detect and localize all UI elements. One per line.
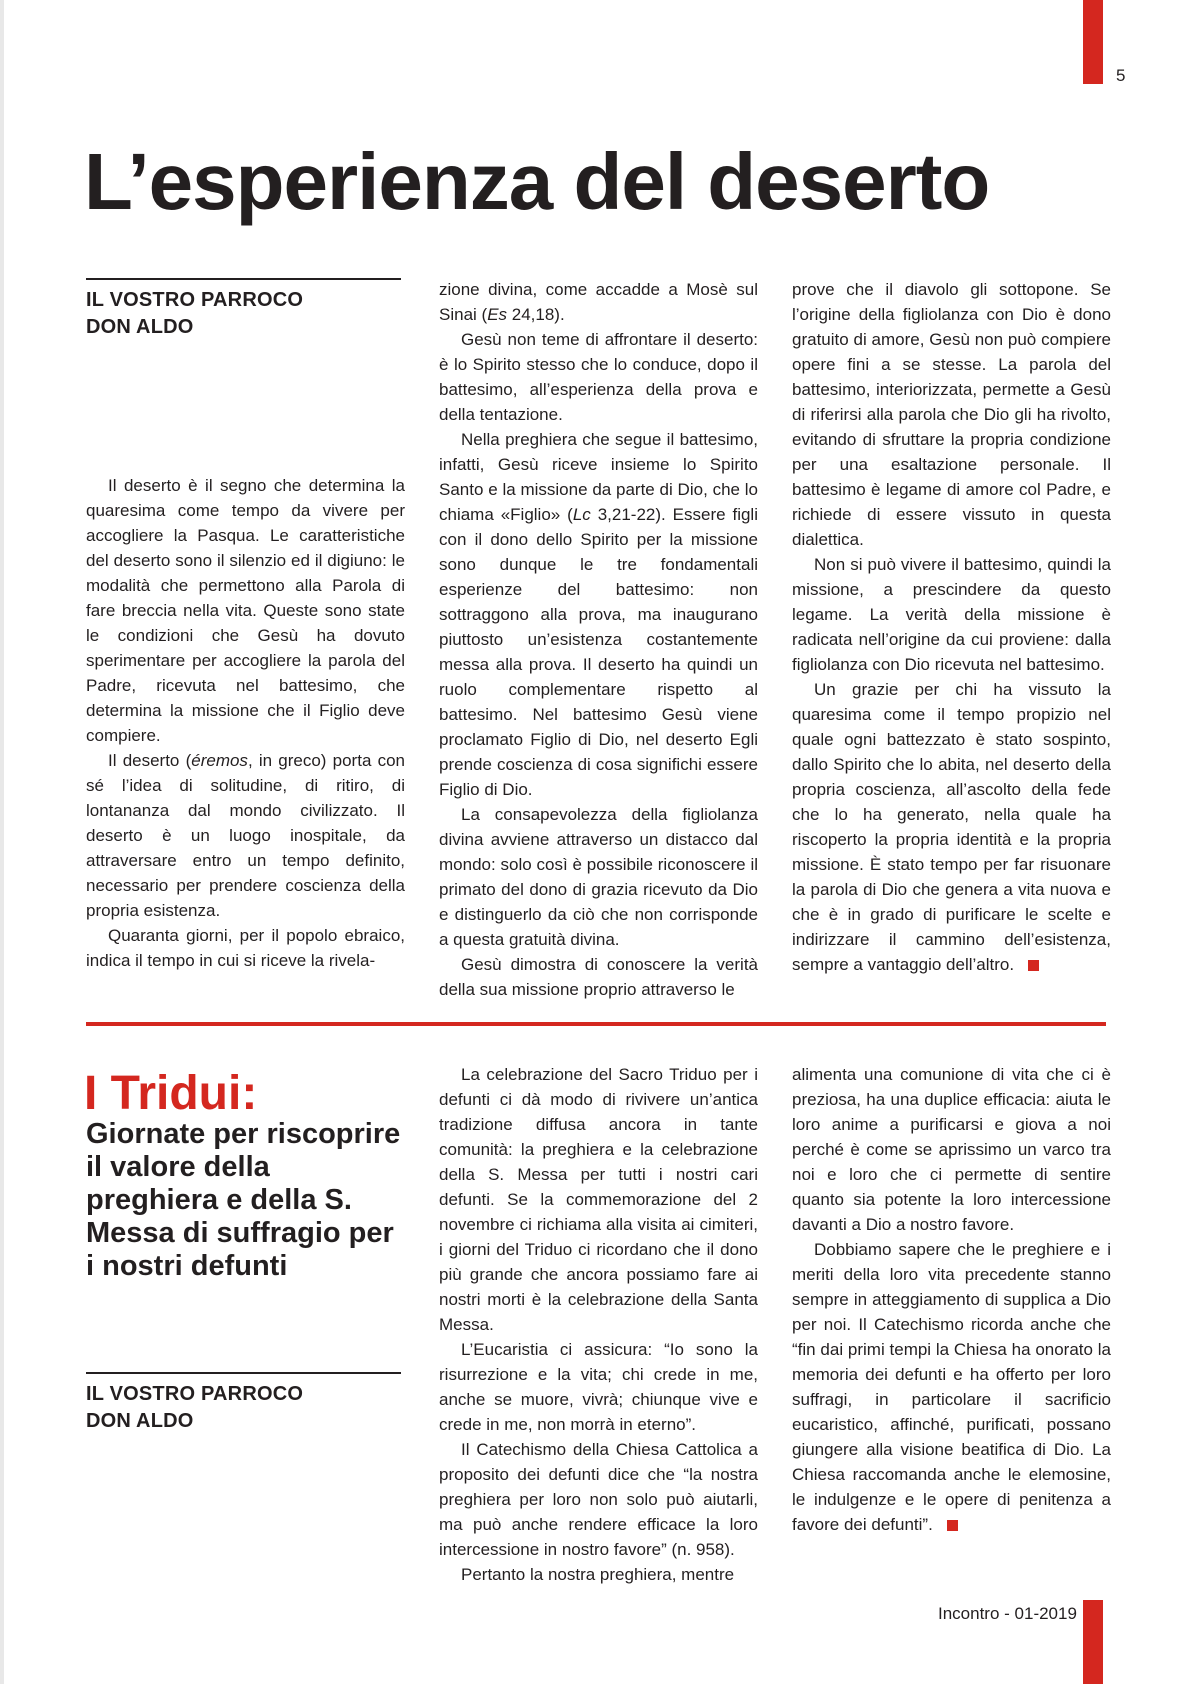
article1-column-2 xyxy=(439,277,758,1002)
paragraph: prove che il diavolo gli sottopone. Se l’origine della figliolanza con Dio è dono gratuito di amore, Gesù non può compiere opere fini a se stesse. La parola del battesimo, interiorizzata, permette a Gesù di riferirsi alla parola che Dio gli ha rivolto, evitando di sfruttare la propria condizione per una esaltazione personale. Il battesimo è legame di amore col Padre, e richiede di essere vissuto in questa dialettica. xyxy=(792,280,1111,549)
paragraph: Quaranta giorni, per il popolo ebraico, indica il tempo in cui si riceve la rivela- xyxy=(86,926,405,970)
page-left-edge xyxy=(0,0,4,1684)
article2-subtitle: Giornate per riscoprire il valore della preghiera e della S. Messa di suffragio per i nostri defunti xyxy=(86,1118,401,1282)
byline-name: DON ALDO xyxy=(86,1410,194,1432)
paragraph: Gesù non teme di affrontare il deserto: è lo Spirito stesso che lo conduce, dopo il battesimo, all’esperienza della prova e della tentazione. xyxy=(439,330,758,424)
article1-title: L’esperienza del deserto xyxy=(84,137,990,226)
paragraph: La celebrazione del Sacro Triduo per i defunti ci dà modo di rivivere un’antica tradizione diffusa ancora in tante comunità: la preghiera e la celebrazione della S. Messa per tutti i nostri cari defunti. Se la commemorazione del 2 novembre ci richiama alla visita ai cimiteri, i giorni del Triduo ci ricordano che il dono più grande che ancora possiamo fare ai nostri morti è la celebrazione della Santa Messa. xyxy=(439,1065,758,1334)
paragraph: Gesù dimostra di conoscere la verità della sua missione proprio attraverso le xyxy=(439,955,758,999)
section-divider xyxy=(86,1022,1106,1026)
paragraph: L’Eucaristia ci assicura: “Io sono la risurrezione e la vita; chi crede in me, anche se muore, vivrà; chiunque vive e crede in me, non morrà in eterno”. xyxy=(439,1340,758,1434)
byline-rule xyxy=(86,1372,401,1374)
red-tab-top xyxy=(1083,0,1103,84)
paragraph: Non si può vivere il battesimo, quindi la missione, a prescindere da questo legame. La verità della missione è radicata nell’origine da cui proviene: dalla figliolanza con Dio ricevuta nel battesimo. xyxy=(792,555,1111,674)
paragraph: Nella preghiera che segue il battesimo, infatti, Gesù riceve insieme lo Spirito Santo e la missione da parte di Dio, che lo chiama «Figlio» (Lc 3,21-22). Essere figli con il dono dello Spirito per la missione sono dunque le tre fondamentali esperienze del battesimo: non sottraggono alla prova, ma inaugurano piuttosto un’esistenza costantemente messa alla prova. Il deserto ha quindi un ruolo complementare rispetto al battesimo. Nel battesimo Gesù viene proclamato Figlio di Dio, nel deserto Egli prende coscienza di cosa significhi essere Figlio di Dio. xyxy=(439,430,758,799)
article2-column-3 xyxy=(792,1062,1111,1537)
article1-byline xyxy=(86,287,303,341)
end-of-article-mark xyxy=(1028,960,1039,971)
red-tab-bottom xyxy=(1083,1600,1103,1684)
article2-title: I Tridui: xyxy=(84,1067,258,1120)
footer-issue: Incontro - 01-2019 xyxy=(938,1604,1077,1623)
paragraph: Il Catechismo della Chiesa Cattolica a proposito dei defunti dice che “la nostra preghiera per loro non solo può aiutarli, ma può anche rendere efficace la loro intercessione in nostro favore” (n. 958). xyxy=(439,1440,758,1559)
paragraph: Dobbiamo sapere che le preghiere e i meriti della loro vita precedente stanno sempre in atteggiamento di supplica a Dio per noi. Il Catechismo ricorda anche che “fin dai primi tempi la Chiesa ha onorato la memoria dei defunti e ha offerto per loro suffragi, in particolare il sacrificio eucaristico, affinché, purificati, possano giungere alla visione beatifica di Dio. La Chiesa raccomanda anche le elemosine, le indulgenze e le opere di penitenza a favore dei defunti”. xyxy=(792,1240,1111,1534)
article1-column-3 xyxy=(792,277,1111,977)
article2-column-2 xyxy=(439,1062,758,1587)
page-number: 5 xyxy=(1116,66,1126,85)
paragraph: La consapevolezza della figliolanza divina avviene attraverso un distacco dal mondo: solo così è possibile riconoscere il primato del dono di grazia ricevuto da Dio e distinguerlo da ciò che non corrisponde a questa gratuità divina. xyxy=(439,805,758,949)
paragraph: Pertanto la nostra preghiera, mentre xyxy=(461,1565,735,1584)
byline-role: IL VOSTRO PARROCO xyxy=(86,289,304,311)
paragraph: zione divina, come accadde a Mosè sul Sinai (Es 24,18). xyxy=(439,280,758,324)
byline-rule xyxy=(86,278,401,280)
byline-role: IL VOSTRO PARROCO xyxy=(86,1383,304,1405)
paragraph: alimenta una comunione di vita che ci è preziosa, ha una duplice efficacia: aiuta le loro anime a purificarsi e giova a noi perché è come se aprissimo un varco tra noi e loro che ci permette di sentire quanto sia potente la loro intercessione davanti a Dio a nostro favore. xyxy=(792,1065,1111,1234)
end-of-article-mark xyxy=(947,1520,958,1531)
byline-name: DON ALDO xyxy=(86,316,194,338)
article1-column-1 xyxy=(86,473,405,973)
paragraph: Il deserto (éremos, in greco) porta con sé l’idea di solitudine, di ritiro, di lontananza dal mondo civilizzato. Il deserto è un luogo inospitale, da attraversare entro un tempo definito, necessario per prendere coscienza della propria esistenza. xyxy=(86,751,405,920)
paragraph: Un grazie per chi ha vissuto la quaresima come il tempo propizio nel quale ogni battezzato è stato sospinto, dallo Spirito che lo abita, nel deserto della propria coscienza, all’ascolto della fede che lo ha generato, nella quale ha riscoperto la propria identità e la propria missione. È stato tempo per far risuonare la parola di Dio che genera a vita nuova e che è in grado di purificare le scelte e indirizzare il cammino dell’esistenza, sempre a vantaggio dell’altro. xyxy=(792,680,1111,974)
article2-byline xyxy=(86,1381,303,1435)
paragraph: Il deserto è il segno che determina la quaresima come tempo da vivere per accogliere la Pasqua. Le caratteristiche del deserto sono il silenzio ed il digiuno: le modalità che permettono alla Parola di fare breccia nella vita. Queste sono state le condizioni che Gesù ha dovuto sperimentare per accogliere la parola del Padre, ricevuta nel battesimo, che determina la missione che il Figlio deve compiere. xyxy=(86,476,405,745)
